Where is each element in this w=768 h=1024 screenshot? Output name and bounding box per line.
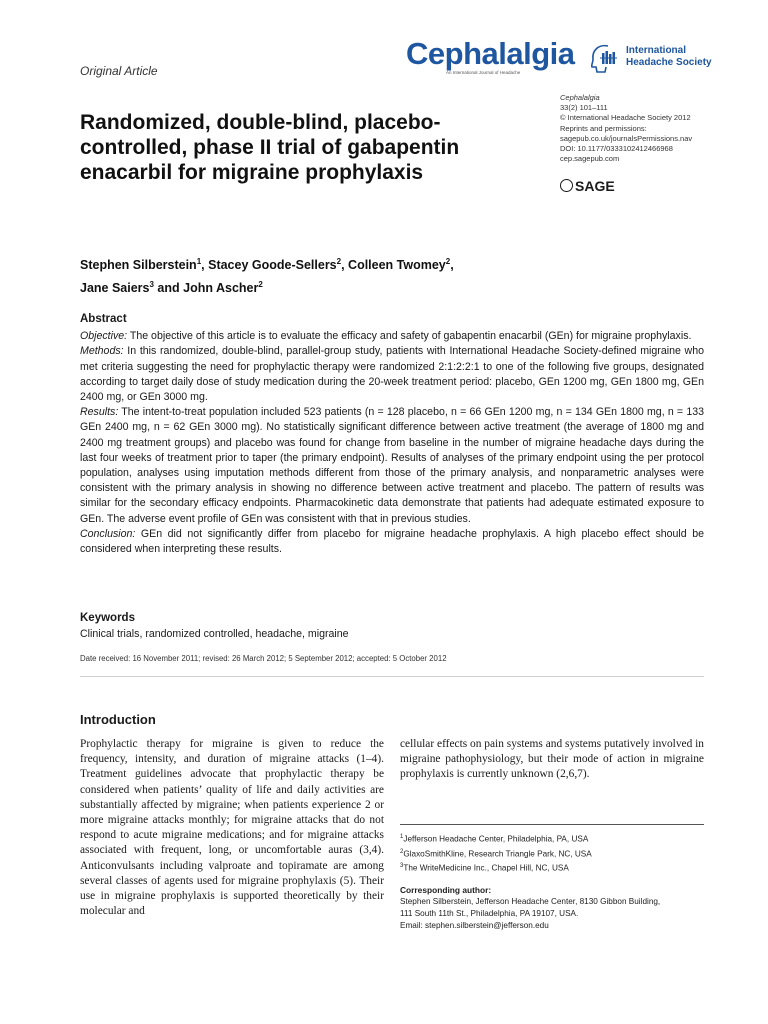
meta-website[interactable]: cep.sagepub.com <box>560 154 620 164</box>
keywords-list: Clinical trials, randomized controlled, headache, migraine <box>80 628 349 640</box>
keywords-section <box>80 610 704 642</box>
introduction-heading: Introduction <box>80 712 156 727</box>
abstract-methods: Methods: In this randomized, double-blind, parallel-group study, patients with International Headache Society-defined migraine who met criteria suggesting the need for prophylactic therapy were randomized 2:1:2:2:1 to one of the following five groups, designated according to target daily dose of study medication during the 20-week treatment period: placebo, GEn 1200 mg, GEn 1800 mg, GEn 2400 mg, or GEn 3000 mg. <box>80 345 704 404</box>
journal-subtitle: An International Journal of Headache <box>446 70 521 75</box>
author-name: John Ascher <box>183 281 259 296</box>
meta-doi[interactable]: DOI: 10.1177/0333102412466968 <box>560 144 673 154</box>
author-name: Stephen Silberstein <box>80 258 197 273</box>
abstract-section <box>80 312 704 557</box>
meta-copyright: © International Headache Society 2012 <box>560 113 691 123</box>
corresponding-author-line: Stephen Silberstein, Jefferson Headache Center, 8130 Gibbon Building, <box>400 897 661 906</box>
abstract-objective: Objective: The objective of this article is to evaluate the efficacy and safety of gabapentin enacarbil (GEn) for migraine prophylaxis. <box>80 330 692 343</box>
society-name-line2: Headache Society <box>626 57 712 68</box>
author-name: Jane Saiers <box>80 281 150 296</box>
author-affiliation-marker: 2 <box>336 257 342 266</box>
abstract-results: Results: The intent-to-treat population included 523 patients (n = 128 placebo, n = 66 GEn 1200 mg, n = 134 GEn 1800 mg, n = 133 GEn 2400 mg, n = 62 GEn 3000 mg). No statistically significant difference between active treatment (the average of 1800 mg and 2400 mg treatment groups) and placebo was found for change from baseline in the number of migraine headache days during the last four weeks of treatment prior to taper (the primary endpoint). Results of analyses of the primary endpoint using the per protocol population, analyses using imputation methods different from those of the primary analysis, and nonparametric analyses were consistent with the primary analysis in showing no difference between active treatment and placebo. The pattern of results was similar for the secondary efficacy endpoints. Pharmacokinetic data demonstrate that patients had adequate estimated exposure to GEn. The adverse event profile of GEn was consistent with that in previous studies. <box>80 406 704 525</box>
publisher-logo <box>560 178 615 194</box>
corresponding-author-heading: Corresponding author: <box>400 885 492 895</box>
introduction-column-1: Prophylactic therapy for migraine is given to reduce the frequency, intensity, and duration of migraine attacks (1–4). Treatment guidelines advocate that prophylactic therapy be considered when patients’ quality of life and daily activities are substantially affected by migraine; when patients experience 2 or more migraine attacks monthly; for migraine attacks that do not respond to acute migraine medications; and for migraine attacks associated with frequent, long, or uncomfortable auras (3,4). Anticonvulsants including valproate and topiramate are among several classes of agents used for migraine prophylaxis (5). Their use in migraine prophylaxis is supported theoretically by their molecular and <box>80 738 384 918</box>
affiliation-item: $^1$Jefferson Headache Center, Philadelphia, PA, USA <box>400 834 589 844</box>
meta-volume: 33(2) 101–111 <box>560 103 608 113</box>
society-name-line1: International <box>626 45 687 56</box>
submission-dates: Date received: 16 November 2011; revised: 26 March 2012; 5 September 2012; accepted: 5 October 2012 <box>80 654 447 663</box>
author-affiliation-marker: 1 <box>196 257 202 266</box>
keywords-heading: Keywords <box>80 612 135 624</box>
journal-logo: Cephalalgia <box>406 36 575 71</box>
abstract-conclusion: Conclusion: GEn did not significantly differ from placebo for migraine headache prophylaxis. A high placebo effect should be considered when interpreting these results. <box>80 527 704 556</box>
corresponding-author <box>400 884 704 932</box>
author-affiliation-marker: 2 <box>445 257 451 266</box>
abstract-heading: Abstract <box>80 313 127 325</box>
meta-journal: Cephalalgia <box>560 93 600 102</box>
sage-icon <box>560 179 573 192</box>
affiliation-item: $^3$The WriteMedicine Inc., Chapel Hill, NC, USA <box>400 863 569 874</box>
footnote-divider <box>400 824 704 825</box>
society-emblem-icon <box>586 42 620 81</box>
meta-reprints: Reprints and permissions: <box>560 123 647 133</box>
author-list: Stephen Silberstein$^1$, Stacey Goode-Sellers$^2$, Colleen Twomey$^2$, Jane Saiers$^3$ and John Ascher$^2$ <box>80 257 454 296</box>
affiliation-item: $^2$GlaxoSmithKline, Research Triangle Park, NC, USA <box>400 848 592 859</box>
author-affiliation-marker: 2 <box>258 280 263 290</box>
publisher-name: SAGE <box>575 178 615 194</box>
article-title: Randomized, double-blind, placebo-controlled, phase II trial of gabapentin enacarbil for migraine prophylaxis <box>80 111 460 184</box>
affiliations <box>400 831 704 875</box>
meta-reprints-link[interactable]: sagepub.co.uk/journalsPermissions.nav <box>560 133 693 143</box>
corresponding-author-line: 111 South 11th St., Philadelphia, PA 19107, USA. <box>400 909 579 918</box>
introduction-column-2: cellular effects on pain systems and systems putatively involved in migraine pathophysiology, but their mode of action in migraine prophylaxis is currently unknown (2,6,7). <box>400 738 704 781</box>
corresponding-author-email[interactable]: Email: stephen.silberstein@jefferson.edu <box>400 921 549 930</box>
publication-meta <box>560 93 692 164</box>
author-affiliation-marker: 3 <box>149 280 154 290</box>
author-name: Colleen Twomey <box>348 258 446 273</box>
society-name <box>626 45 712 69</box>
author-name: Stacey Goode-Sellers <box>208 258 337 273</box>
section-divider <box>80 676 704 677</box>
article-type-label: Original Article <box>80 64 158 78</box>
